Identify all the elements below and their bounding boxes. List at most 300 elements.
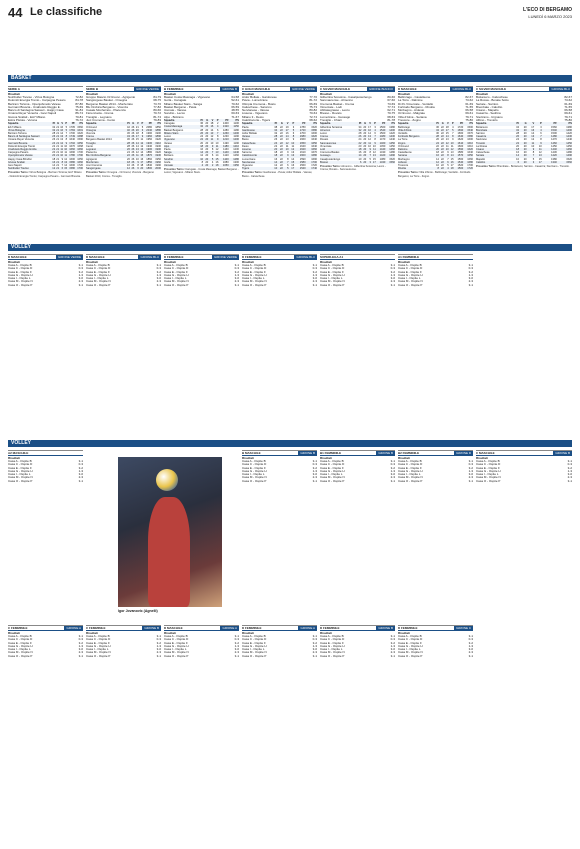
- table-cell: 1500: [551, 131, 557, 135]
- league-name: C FEMMINILE: [8, 626, 28, 630]
- results-label: Risultati: [320, 260, 332, 264]
- table-cell: 1470: [551, 138, 557, 142]
- table-cell: 28: [200, 128, 204, 132]
- table-cell: 15: [372, 157, 376, 161]
- table-cell: 1520: [311, 125, 317, 129]
- table-cell: 22: [440, 141, 444, 145]
- table-cell: 1150: [229, 125, 239, 128]
- result-score: 62-71: [387, 109, 395, 113]
- result-score: 0-3: [567, 463, 572, 467]
- result-teams: Germani Brescia - Unahotels Reggio E.: [8, 105, 61, 109]
- table-cell: Piacenza: [86, 151, 97, 155]
- table-cell: 18: [210, 122, 214, 126]
- table-cell: Lumezzane: [242, 157, 256, 161]
- table-cell: 18: [445, 125, 449, 129]
- next-round-text: Villa d'Almè - Bellinzago; Verdello - Fortitudo Bergamo; La Torre - Zogno.: [398, 171, 471, 178]
- table-cell: 16: [358, 151, 362, 155]
- table-cell: 1190: [233, 135, 239, 139]
- table-cell: 1420: [376, 154, 386, 157]
- result-score: 3-1: [468, 654, 473, 658]
- table-cell: 1680: [294, 135, 305, 138]
- results-label: Risultati: [242, 260, 254, 264]
- table-cell: 11: [445, 144, 449, 148]
- table-cell: Verdello: [398, 131, 408, 135]
- table-cell: 1280: [222, 128, 229, 132]
- table-cell: 7: [452, 131, 454, 135]
- table-cell: 14: [445, 135, 449, 139]
- table-cell: 17: [450, 164, 454, 168]
- standings-column: [242, 450, 317, 621]
- table-cell: 1380: [379, 157, 386, 161]
- table-cell: 18: [127, 160, 130, 164]
- table-cell: 12: [64, 157, 68, 161]
- table-cell: 1380: [389, 125, 395, 129]
- result-teams: Casa O - Ospite P: [8, 283, 33, 287]
- table-cell: 17: [289, 167, 295, 170]
- result-teams: Casa E - Ospite F: [8, 270, 32, 274]
- table-cell: 1700: [306, 161, 317, 164]
- table-cell: 22: [440, 138, 444, 142]
- result-teams: Casa A - Ospite B: [164, 635, 188, 638]
- table-cell: Carpegna Pesaro: [8, 151, 29, 155]
- table-cell: 28: [52, 131, 56, 135]
- result-teams: Di.Po Vimercate - Verdello: [398, 102, 434, 106]
- table-cell: Gorla: [164, 160, 171, 164]
- table-cell: Brembate: [476, 129, 511, 132]
- table-cell: 18: [436, 151, 439, 155]
- table-cell: Lecco: [164, 135, 171, 139]
- table-cell: 36: [127, 131, 130, 135]
- result-score: 0-3: [312, 463, 317, 467]
- table-cell: 14: [140, 151, 144, 155]
- table-cell: 6: [511, 161, 519, 164]
- table-cell: 2: [216, 122, 219, 126]
- table-cell: Gilbertina Soresina: [320, 125, 343, 129]
- results-label: Risultati: [320, 92, 332, 96]
- table-cell: 14: [436, 157, 439, 161]
- result-score: 3-1: [78, 283, 83, 287]
- table-cell: 1590: [299, 157, 306, 161]
- result-score: 1-3: [312, 273, 317, 277]
- table-cell: 1640: [311, 138, 317, 142]
- result-teams: Casa E - Ospite F: [398, 641, 422, 645]
- table-cell: 22: [52, 144, 56, 148]
- standings-table: [86, 122, 161, 170]
- table-cell: 12: [538, 151, 542, 155]
- standings-column: [320, 450, 395, 621]
- table-cell: 20: [363, 148, 367, 151]
- table-cell: 1460: [385, 148, 395, 151]
- table-cell: 5: [449, 129, 454, 132]
- table-cell: 1940: [146, 144, 153, 148]
- table-cell: 1440: [376, 148, 386, 151]
- table-cell: 1749: [67, 135, 75, 138]
- table-cell: 5: [65, 125, 68, 129]
- table-cell: 22: [440, 135, 444, 139]
- results-label: Risultati: [398, 260, 410, 264]
- table-cell: 22: [127, 154, 130, 158]
- results-label: Risultati: [242, 92, 254, 96]
- table-cell: 6: [139, 129, 143, 132]
- result-teams: Pavia - Lumezzane: [242, 99, 268, 103]
- league-name: D MASCHILE: [86, 255, 105, 259]
- result-score: 1-3: [468, 644, 473, 648]
- table-cell: 1720: [77, 164, 83, 168]
- results-label: Risultati: [398, 631, 410, 635]
- result-line: [86, 284, 161, 287]
- table-cell: 3: [292, 125, 295, 129]
- table-cell: 1860: [146, 157, 153, 161]
- table-cell: 14: [198, 151, 203, 154]
- result-teams: Casa O - Ospite P: [320, 654, 345, 658]
- table-cell: 1450: [389, 144, 395, 148]
- table-cell: Sarnico: [476, 131, 485, 135]
- table-cell: 21: [56, 151, 60, 155]
- table-cell: 26: [131, 164, 135, 168]
- table-cell: 11: [534, 148, 542, 151]
- table-cell: 3: [366, 161, 371, 164]
- league-name: B MASCHILE: [242, 451, 261, 455]
- table-cell: 21: [56, 154, 60, 158]
- table-cell: 1400: [557, 129, 572, 132]
- table-row: [86, 167, 161, 170]
- table-cell: 1140: [218, 151, 228, 154]
- table-cell: 20: [140, 167, 144, 171]
- result-teams: Gilbertina Soresina - Casalpusterlengo: [320, 96, 372, 99]
- table-cell: 10: [538, 144, 542, 148]
- table-cell: 1440: [566, 138, 572, 142]
- result-score: 0-3: [312, 638, 317, 642]
- table-cell: Carugate: [164, 122, 175, 126]
- table-cell: 7: [213, 132, 218, 135]
- group-badge: GIRONE VERDE: [291, 87, 315, 91]
- table-cell: 1700: [299, 131, 306, 135]
- group-badge: GIRONE BLU: [296, 255, 315, 259]
- result-line: [242, 480, 317, 483]
- table-cell: Caluschese: [476, 151, 490, 155]
- result-teams: Nutribullet Treviso - Virtus Bologna: [8, 96, 55, 99]
- standings-column: [398, 254, 473, 439]
- next-round: [242, 171, 317, 177]
- table-cell: 12: [140, 144, 144, 148]
- table-cell: 10: [64, 148, 68, 151]
- table-cell: 1620: [463, 148, 473, 151]
- result-score: 67-60: [387, 99, 395, 103]
- result-teams: Casa E - Ospite F: [398, 466, 422, 470]
- result-score: 3-0: [312, 473, 317, 477]
- result-teams: Casa A - Ospite B: [242, 460, 266, 463]
- section-title: Le classifiche: [30, 6, 103, 18]
- result-teams: Casa C - Ospite D: [242, 267, 267, 271]
- table-cell: 22: [440, 128, 444, 132]
- table-cell: 10: [436, 164, 439, 168]
- table-cell: 9: [134, 161, 138, 164]
- result-score: 1-3: [78, 273, 83, 277]
- table-cell: 1740: [306, 167, 317, 170]
- table-cell: 24: [200, 135, 204, 139]
- table-cell: 1650: [463, 154, 473, 157]
- league-name: D MASCHILE: [398, 87, 417, 91]
- result-score: 3-0: [468, 473, 473, 477]
- result-teams: Casa E - Ospite F: [86, 270, 110, 274]
- table-cell: 12: [289, 148, 295, 151]
- result-score: 1-3: [390, 644, 395, 648]
- table-row: [476, 161, 572, 164]
- header-cell: V: [283, 122, 289, 125]
- table-cell: 7: [65, 131, 68, 135]
- table-cell: 20: [205, 135, 209, 139]
- result-line: [8, 655, 83, 658]
- standings-table: [320, 122, 395, 164]
- table-cell: 7: [371, 135, 376, 138]
- table-cell: 12: [60, 141, 64, 145]
- result-score: 79-71: [564, 115, 572, 119]
- table-cell: 1620: [77, 131, 83, 135]
- table-cell: 1900: [155, 131, 161, 135]
- result-score: 0-3: [312, 267, 317, 271]
- header-cell: Squadra: [398, 122, 434, 125]
- table-cell: 11: [140, 138, 144, 142]
- result-teams: Fiorenzuola - Crema: [86, 112, 114, 116]
- table-cell: 1610: [299, 151, 306, 155]
- result-score: 71-55: [564, 105, 572, 109]
- result-teams: Casa M - Ospite N: [320, 280, 345, 284]
- results-label: Risultati: [320, 631, 332, 635]
- result-teams: Casa G - Ospite H: [320, 469, 345, 473]
- table-cell: 20: [363, 160, 367, 164]
- banner-volley: VOLLEY: [8, 244, 572, 251]
- table-cell: 22: [279, 131, 283, 135]
- results-label: Risultati: [8, 92, 20, 96]
- table-cell: 14: [272, 161, 278, 164]
- table-cell: Agrigento: [86, 157, 98, 161]
- result-teams: Casa I - Ospite L: [8, 277, 31, 281]
- table-cell: 11: [208, 138, 213, 141]
- header-cell: PS: [557, 122, 572, 125]
- table-cell: 42: [127, 125, 130, 129]
- table-cell: Vigevano: [242, 164, 253, 168]
- result-teams: Casa G - Ospite H: [164, 644, 189, 648]
- table-cell: 6: [59, 167, 63, 170]
- table-cell: 1160: [223, 147, 229, 151]
- result-teams: Usmate - Varese: [164, 109, 187, 113]
- result-score: 66-58: [564, 109, 572, 113]
- table-cell: 5: [208, 158, 213, 161]
- table-cell: Vicenza: [86, 131, 96, 135]
- table-cell: 21: [56, 141, 60, 145]
- table-cell: 16: [140, 157, 144, 161]
- table-cell: Lecco: [320, 131, 327, 135]
- table-cell: Sondrio: [164, 158, 198, 161]
- table-cell: 20: [127, 157, 130, 161]
- table-cell: 1590: [454, 148, 464, 151]
- table-cell: 10: [210, 141, 214, 145]
- table-cell: 26: [52, 135, 56, 139]
- result-score: 48-55: [231, 109, 239, 113]
- table-cell: 20: [523, 157, 527, 161]
- table-cell: 1850: [143, 161, 152, 164]
- table-cell: 32: [511, 129, 519, 132]
- table-cell: 21: [56, 131, 60, 135]
- result-teams: Casa O - Ospite P: [8, 479, 33, 483]
- table-cell: Gevi Napoli: [8, 164, 22, 168]
- table-cell: 20: [363, 138, 367, 142]
- table-cell: 7: [61, 164, 64, 168]
- table-cell: 1560: [299, 164, 306, 168]
- result-score: 1-3: [567, 469, 572, 473]
- table-cell: Virtus Bologna: [8, 129, 51, 132]
- result-score: 3-1: [78, 460, 83, 463]
- result-teams: Casa A - Ospite B: [476, 460, 500, 463]
- result-teams: Milano 3 - Desio: [242, 115, 264, 119]
- result-teams: Casa G - Ospite H: [242, 469, 267, 473]
- result-teams: Brembate - Calolzio: [476, 105, 503, 109]
- result-score: 3-1: [567, 479, 572, 483]
- table-cell: 1870: [143, 154, 152, 157]
- table-cell: 10: [198, 158, 203, 161]
- group-badge: GIRONE B: [378, 451, 393, 455]
- league-name: SERIE A: [8, 87, 20, 91]
- league-name: C SILVER MASCHILE: [320, 87, 351, 91]
- table-cell: 1690: [454, 129, 464, 132]
- table-cell: Monferrato: [86, 161, 125, 164]
- table-cell: 5: [447, 164, 449, 168]
- league-name: D FEMMINILE: [398, 626, 418, 630]
- header-cell: P: [213, 119, 218, 122]
- result-teams: Casa A - Ospite B: [86, 264, 110, 267]
- table-cell: 26: [131, 125, 135, 129]
- header-cell: PF: [454, 122, 464, 125]
- table-row: [242, 167, 317, 170]
- table-cell: 1660: [75, 161, 83, 164]
- result-teams: Casa G - Ospite H: [398, 469, 423, 473]
- table-cell: 9: [213, 138, 218, 141]
- result-teams: Cisano - Mapello: [476, 109, 499, 113]
- result-line: [8, 284, 83, 287]
- table-cell: La Torre: [398, 138, 408, 142]
- table-cell: 16: [368, 128, 371, 132]
- table-cell: Vigevano: [164, 138, 198, 141]
- table-cell: 40: [127, 128, 130, 132]
- table-cell: 1660: [75, 148, 83, 151]
- table-cell: 4: [211, 160, 214, 164]
- result-teams: Seriate - Sarnico: [476, 102, 499, 106]
- table-cell: 1480: [566, 151, 572, 155]
- table-cell: 1450: [379, 144, 386, 148]
- header-cell: Pt: [127, 122, 130, 126]
- table-cell: 21: [56, 125, 60, 129]
- table-cell: 28: [516, 131, 520, 135]
- result-score: 70-64: [309, 112, 317, 116]
- table-cell: 1688: [75, 135, 83, 138]
- result-score: 3-0: [312, 277, 317, 281]
- standings-column: [86, 625, 161, 846]
- table-cell: 1920: [155, 138, 161, 142]
- header-cell: PF: [376, 122, 386, 125]
- result-teams: Casa E - Ospite F: [164, 641, 188, 645]
- result-teams: Casa C - Ospite D: [86, 638, 111, 642]
- table-cell: 13: [213, 151, 218, 154]
- result-teams: Casa E - Ospite F: [8, 641, 32, 645]
- table-cell: 1450: [557, 142, 572, 145]
- table-cell: Rovato: [320, 138, 329, 142]
- result-score: 3-0: [234, 648, 239, 652]
- table-cell: 1080: [222, 160, 229, 164]
- table-cell: 11: [291, 144, 295, 148]
- table-cell: 1490: [385, 154, 395, 157]
- table-cell: Mapello: [476, 157, 486, 161]
- result-score: 61-69: [465, 102, 473, 106]
- result-teams: Casa O - Ospite P: [242, 654, 267, 658]
- table-cell: 20: [519, 154, 527, 157]
- result-score: 2-3: [312, 651, 317, 655]
- result-score: 81-78: [387, 119, 395, 123]
- table-cell: 14: [215, 154, 219, 158]
- result-score: 3-1: [234, 654, 239, 658]
- result-score: 2-3: [468, 476, 473, 480]
- table-cell: 15: [140, 154, 144, 158]
- table-cell: 1784: [67, 129, 75, 132]
- table-cell: 1540: [376, 129, 386, 132]
- table-cell: 1690: [69, 151, 76, 155]
- result-teams: Casa A - Ospite B: [86, 635, 110, 638]
- table-cell: 15: [445, 131, 449, 135]
- result-teams: Casa I - Ospite L: [320, 648, 343, 652]
- table-cell: 9: [366, 148, 371, 151]
- result-teams: Stezzano - Urgnano: [476, 115, 503, 119]
- result-teams: Casa E - Ospite F: [320, 466, 344, 470]
- table-cell: 10: [60, 151, 64, 155]
- result-teams: Casa A - Ospite B: [8, 264, 32, 267]
- standings-column: [164, 254, 239, 439]
- result-teams: Casa A - Ospite B: [320, 264, 344, 267]
- table-cell: Basket Bergamo: [164, 128, 184, 132]
- league-name: SERIE B: [86, 87, 99, 91]
- table-cell: 34: [516, 125, 520, 129]
- table-cell: Bergamo Basket 2014: [86, 138, 112, 142]
- table-cell: 21: [56, 160, 60, 164]
- table-cell: 1705: [69, 125, 76, 129]
- table-cell: 10: [531, 144, 535, 148]
- table-cell: Givova Scafati: [8, 161, 51, 164]
- result-score: 3-2: [390, 270, 395, 274]
- table-cell: Dolomiti Energia Trento: [8, 144, 36, 148]
- result-teams: Casa I - Ospite L: [86, 277, 109, 281]
- table-cell: Usmate: [164, 164, 198, 167]
- banner-volley-2: VOLLEY: [8, 440, 572, 447]
- table-cell: 12: [372, 151, 376, 155]
- table-cell: 1320: [218, 125, 228, 128]
- table-cell: 1650: [294, 142, 305, 145]
- result-teams: Casa I - Ospite L: [242, 277, 265, 281]
- result-score: 3-0: [78, 473, 83, 477]
- table-cell: 1690: [311, 157, 317, 161]
- table-cell: 1100: [218, 158, 228, 161]
- table-cell: Costa Masnaga: [164, 125, 198, 128]
- table-cell: 1601: [75, 129, 83, 132]
- table-cell: 20: [200, 141, 204, 145]
- result-teams: Trescore - Zogno: [398, 119, 421, 123]
- result-score: 76-72: [75, 119, 83, 123]
- result-score: 0-3: [234, 638, 239, 642]
- table-cell: Germani Brescia: [8, 142, 51, 145]
- table-cell: 4: [213, 125, 218, 128]
- league-name: B FEMMINILE: [164, 87, 184, 91]
- table-cell: 12: [135, 151, 139, 155]
- header-cell: Pt: [357, 122, 362, 125]
- table-cell: 18: [135, 131, 139, 135]
- table-cell: Sanga: [164, 151, 198, 154]
